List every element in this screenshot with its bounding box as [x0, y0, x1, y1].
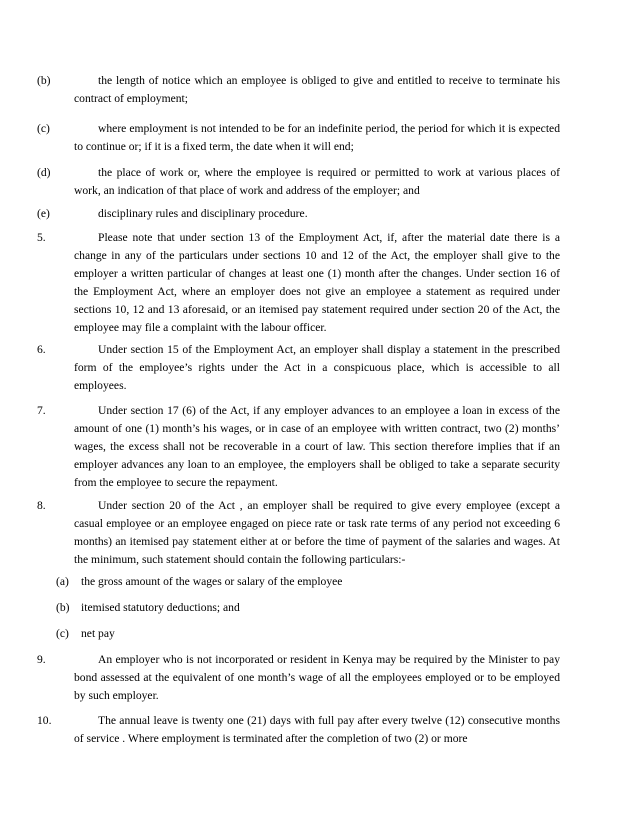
item-text: The annual leave is twenty one (21) days with full pay after every twelve (12) consecutive months of service . Where employment is terminated after the completion of two (2) or more	[74, 714, 560, 745]
item-marker: (b)	[37, 74, 51, 87]
list-item	[37, 72, 560, 108]
list-item	[37, 651, 560, 705]
list-item	[37, 497, 560, 569]
list-item	[37, 229, 560, 337]
item-marker: (d)	[37, 166, 51, 179]
list-item	[37, 341, 560, 395]
item-marker: 6.	[37, 343, 46, 356]
list-item	[37, 712, 560, 748]
item-marker: 10.	[37, 714, 52, 727]
item-marker: 9.	[37, 653, 46, 666]
item-marker: 7.	[37, 404, 46, 417]
item-text: disciplinary rules and disciplinary procedure.	[98, 207, 308, 220]
list-item	[37, 164, 560, 200]
sub-list-item	[56, 599, 560, 617]
item-marker: (e)	[37, 207, 50, 220]
sub-item-text: net pay	[81, 627, 115, 640]
item-text: Under section 15 of the Employment Act, an employer shall display a statement in the prescribed form of the employee’s rights under the Act in a conspicuous place, which is accessible to all employees.	[74, 343, 560, 392]
list-item	[37, 205, 560, 223]
sub-list-item	[56, 573, 560, 591]
item-text: An employer who is not incorporated or resident in Kenya may be required by the Minister to pay bond assessed at the equivalent of one month’s wage of all the employees employed or to be employed by such employer.	[74, 653, 560, 702]
item-marker: 5.	[37, 231, 46, 244]
sub-list-item	[56, 625, 560, 643]
item-marker: (c)	[37, 122, 50, 135]
sub-item-marker: (a)	[56, 575, 69, 588]
item-text: Please note that under section 13 of the Employment Act, if, after the material date there is a change in any of the particulars under sections 10 and 12 of the Act, the employer shall give to the employer a written particular of changes at least one (1) month after the changes. Under section 16 of the Employment Act, where an employer does not give an employee a statement as required under sections 10, 12 and 13 aforesaid, or an itemised pay statement required under section 20 of the Act, the employee may file a complaint with the labour officer.	[74, 231, 560, 334]
item-text: where employment is not intended to be for an indefinite period, the period for which it is expected to continue or; if it is a fixed term, the date when it will end;	[74, 122, 560, 153]
item-marker: 8.	[37, 499, 46, 512]
item-text: the length of notice which an employee is obliged to give and entitled to receive to terminate his contract of employment;	[74, 74, 560, 105]
sub-item-text: itemised statutory deductions; and	[81, 601, 240, 614]
sub-item-marker: (b)	[56, 601, 70, 614]
list-item	[37, 120, 560, 156]
list-item	[37, 402, 560, 492]
item-text: Under section 20 of the Act , an employer shall be required to give every employee (except a casual employee or an employee engaged on piece rate or task rate terms of any period not exceeding 6 months) an itemised pay statement either at or before the time of payment of the salaries and wages. At the minimum, such statement should contain the following particulars:-	[74, 499, 560, 566]
item-text: the place of work or, where the employee is required or permitted to work at various places of work, an indication of that place of work and address of the employer; and	[74, 166, 560, 197]
item-text: Under section 17 (6) of the Act, if any employer advances to an employee a loan in excess of the amount of one (1) month’s his wages, or in case of an employee with written contract, two (2) months’ wages, the excess shall not be recoverable in a court of law. This section therefore implies that if an employer advances any loan to an employee, the employers shall be obliged to take a separate security from the employee to secure the repayment.	[74, 404, 560, 489]
sub-item-text: the gross amount of the wages or salary of the employee	[81, 575, 343, 588]
sub-item-marker: (c)	[56, 627, 69, 640]
